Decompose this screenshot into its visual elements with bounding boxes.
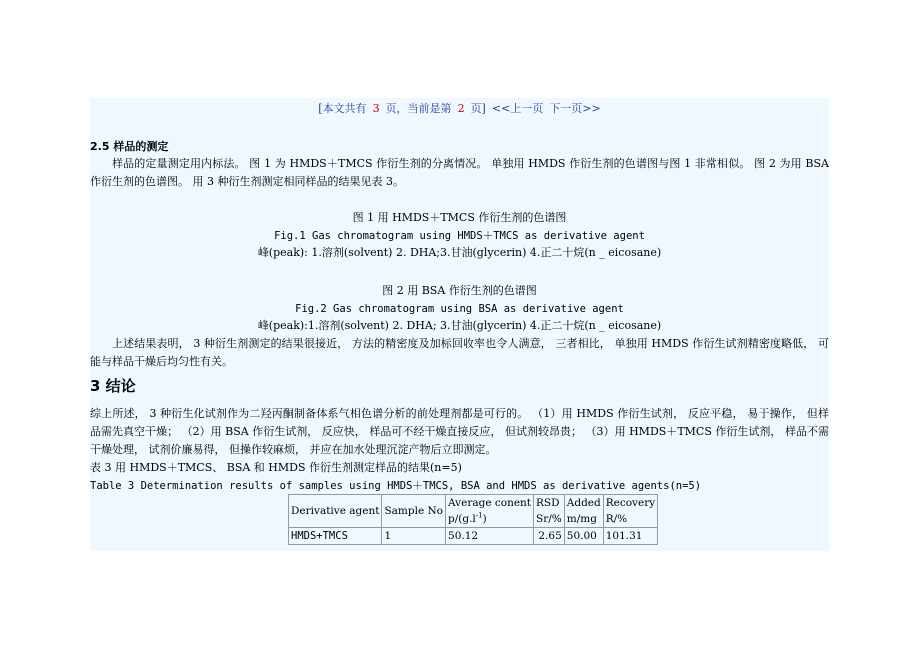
header-rsd-line2: Sr/% (536, 513, 562, 525)
cell-sample: 1 (382, 528, 446, 545)
header-average-sup: -1 (475, 511, 483, 520)
header-recovery (603, 495, 657, 528)
section-3-heading: 3 结论 (90, 377, 136, 395)
table-row (289, 528, 658, 545)
section-3-paragraph: 综上所述， 3 种衍生化试剂作为二羟丙酮制备体系气相色谱分析的前处理剂都是可行的。 （1）用 HMDS 作衍生试剂， 反应平稳， 易于操作， 但样品需先真空干燥； （2）用 BSA 作衍生试剂， 反应快， 样品可不经干燥直接反应， 但试剂较昂贵； （3）用 HMDS＋TMCS 作衍生试剂， 样品不需干燥处理， 试剂价廉易得， 但操作较麻烦， 并应在加水处理沉淀产物后立即测定。 (90, 407, 829, 456)
header-average-content (446, 495, 534, 528)
header-recovery-line2: R/% (605, 513, 628, 525)
pager-mid: 页，当前是第 (385, 102, 452, 115)
results-paragraph: 上述结果表明， 3 种衍生剂测定的结果很接近， 方法的精密度及加标回收率也令人满意， 三者相比， 单独用 HMDS 作衍生试剂精密度略低， 可能与样品干燥后均匀性有关。 (90, 337, 829, 368)
header-derivative-agent: Derivative agent (289, 495, 382, 528)
header-rsd (534, 495, 565, 528)
table3-caption-en: Table 3 Determination results of samples using HMDS＋TMCS, BSA and HMDS as derivative agents(n=5) (90, 480, 702, 492)
figure1-title-cn: 图 1 用 HMDS＋TMCS 作衍生剂的色谱图 (352, 211, 567, 224)
header-average-close: ) (482, 513, 487, 525)
figure2-peaks: 峰(peak):1.溶剂(solvent) 2. DHA; 3.甘油(glycerin) 4.正二十烷(n _ eicosane) (257, 319, 662, 332)
header-rsd-line1: RSD (536, 497, 560, 509)
pager-suffix: 页] (470, 102, 486, 115)
header-added (564, 495, 603, 528)
header-average-line1: Average conent (448, 497, 532, 509)
cell-agent: HMDS+TMCS (289, 528, 382, 545)
cell-recovery: 101.31 (603, 528, 657, 545)
pagination-bar (90, 100, 829, 118)
next-page-link[interactable]: 下一页>> (549, 102, 601, 115)
table-header-row (289, 495, 658, 528)
header-added-line2: m/mg (566, 513, 597, 525)
cell-average: 50.12 (446, 528, 534, 545)
pager-total: 3 (372, 102, 380, 115)
cell-rsd: 2.65 (534, 528, 565, 545)
header-recovery-line1: Recovery (605, 497, 656, 509)
header-sample-no: Sample No (382, 495, 446, 528)
article-panel (90, 98, 829, 551)
header-average-unit: p/(g.l (448, 513, 476, 525)
table3 (288, 494, 658, 545)
figure2-title-en: Fig.2 Gas chromatogram using BSA as derivative agent (295, 303, 624, 315)
pager-prefix: [本文共有 (318, 102, 367, 115)
header-added-line1: Added (566, 497, 601, 509)
pager-current: 2 (457, 102, 465, 115)
section-2-5-paragraph: 样品的定量测定用内标法。 图 1 为 HMDS＋TMCS 作衍生剂的分离情况。 单独用 HMDS 作衍生剂的色谱图与图 1 非常相似。 图 2 为用 BSA 作衍生剂的色谱图。 用 3 种衍生剂测定相同样品的结果见表 3。 (90, 157, 829, 188)
figure1-peaks: 峰(peak): 1.溶剂(solvent) 2. DHA;3.甘油(glycerin) 4.正二十烷(n _ eicosane) (257, 246, 662, 259)
table3-caption-cn: 表 3 用 HMDS＋TMCS、 BSA 和 HMDS 作衍生剂测定样品的结果(n=5) (90, 461, 462, 474)
header-average-line2 (448, 513, 487, 525)
cell-added: 50.00 (564, 528, 603, 545)
section-2-5-heading: 2.5 样品的测定 (90, 140, 169, 153)
figure1-title-en: Fig.1 Gas chromatogram using HMDS＋TMCS as derivative agent (274, 230, 645, 242)
figure2-title-cn: 图 2 用 BSA 作衍生剂的色谱图 (382, 284, 537, 297)
prev-page-link[interactable]: <<上一页 (491, 102, 544, 115)
